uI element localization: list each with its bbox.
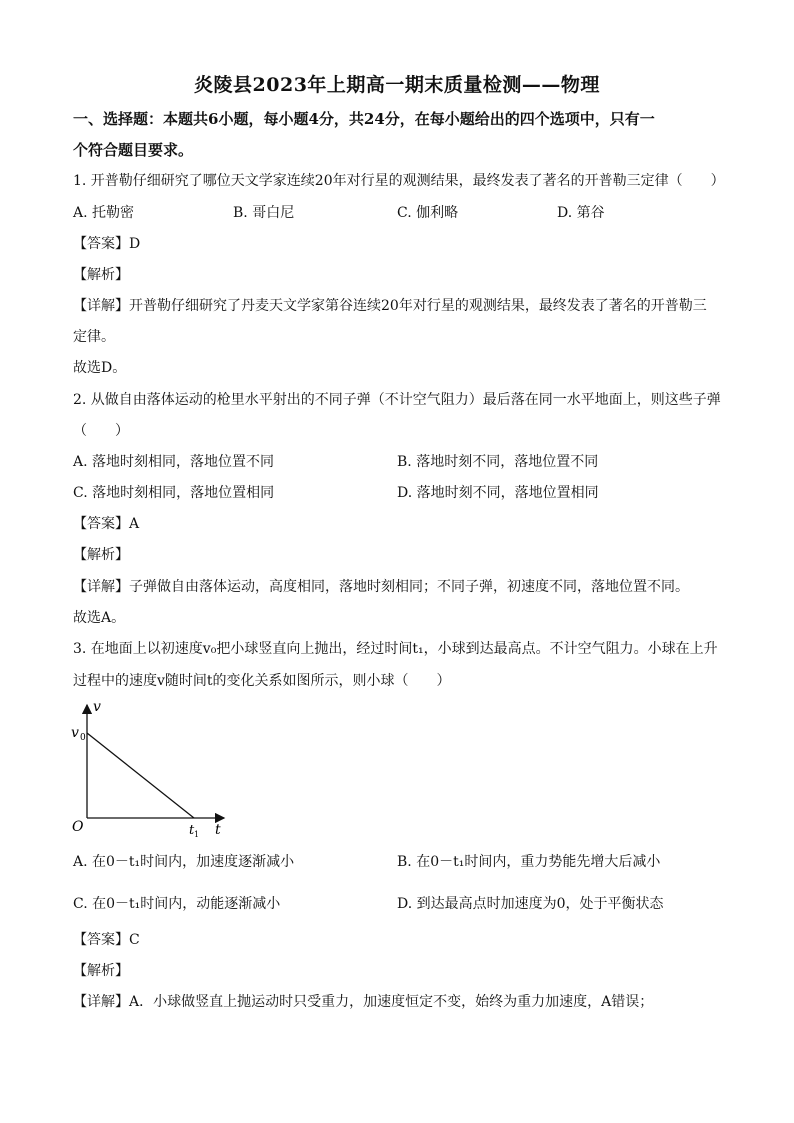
v0-subscript: 0 xyxy=(80,733,86,743)
velocity-time-graph xyxy=(66,697,236,842)
q3-answer: 【答案】C xyxy=(73,932,140,948)
y-axis-label: v xyxy=(93,699,101,715)
q1-answer: 【答案】D xyxy=(73,236,141,252)
q1-analysis: 【解析】 xyxy=(73,267,129,283)
t1-subscript: 1 xyxy=(194,830,200,839)
q1-choose: 故选D。 xyxy=(73,360,127,376)
q1-option-a: A. 托勒密 xyxy=(73,205,135,221)
velocity-line xyxy=(87,733,194,818)
x-axis-label: t xyxy=(215,822,221,838)
q3-option-c: C. 在0－t₁时间内，动能逐渐减小 xyxy=(73,896,281,912)
q2-detail: 【详解】子弹做自由落体运动，高度相同，落地时刻相同；不同子弹，初速度不同，落地位置不同。 xyxy=(73,579,689,595)
q2-answer: 【答案】A xyxy=(73,516,140,532)
q3-stem-line1: 3. 在地面上以初速度v₀把小球竖直向上抛出，经过时间t₁，小球到达最高点。不计空气阻力。小球在上升 xyxy=(73,641,718,657)
q2-stem-line1: 2. 从做自由落体运动的枪里水平射出的不同子弹（不计空气阻力）最后落在同一水平地面上，则这些子弹 xyxy=(73,392,721,408)
q3-analysis: 【解析】 xyxy=(73,963,129,979)
q3-option-d: D. 到达最高点时加速度为0，处于平衡状态 xyxy=(397,896,664,912)
q2-option-c: C. 落地时刻相同，落地位置相同 xyxy=(73,485,275,501)
q3-stem-line2: 过程中的速度v随时间t的变化关系如图所示，则小球（ ） xyxy=(73,673,451,689)
q2-stem-line2: （ ） xyxy=(73,423,129,439)
q2-choose: 故选A。 xyxy=(73,610,126,626)
q2-analysis: 【解析】 xyxy=(73,547,129,563)
q1-detail-line1: 【详解】开普勒仔细研究了丹麦天文学家第谷连续20年对行星的观测结果，最终发表了著名的开普勒三 xyxy=(73,298,707,314)
q3-detail: 【详解】A．小球做竖直上抛运动时只受重力，加速度恒定不变，始终为重力加速度，A错误； xyxy=(73,994,654,1010)
section-heading-line1: 一、选择题：本题共6小题，每小题4分，共24分，在每小题给出的四个选项中，只有一 xyxy=(73,110,655,128)
q3-option-b: B. 在0－t₁时间内，重力势能先增大后减小 xyxy=(397,854,661,870)
q2-option-b: B. 落地时刻不同，落地位置不同 xyxy=(397,454,599,470)
page-title: 炎陵县2023年上期高一期末质量检测——物理 xyxy=(194,74,600,96)
q2-option-d: D. 落地时刻不同，落地位置相同 xyxy=(397,485,599,501)
t1-label: t xyxy=(189,823,195,838)
q1-stem: 1. 开普勒仔细研究了哪位天文学家连续20年对行星的观测结果，最终发表了著名的开普勒三定律（ ） xyxy=(73,173,725,189)
q2-option-a: A. 落地时刻相同，落地位置不同 xyxy=(73,454,275,470)
q1-detail-line2: 定律。 xyxy=(73,329,115,345)
q3-option-a: A. 在0－t₁时间内，加速度逐渐减小 xyxy=(73,854,295,870)
q1-option-c: C. 伽利略 xyxy=(397,205,459,221)
section-heading-line2: 个符合题目要求。 xyxy=(73,141,194,159)
q1-option-d: D. 第谷 xyxy=(557,205,605,221)
origin-label: O xyxy=(72,819,84,835)
q1-option-b: B. 哥白尼 xyxy=(233,205,295,221)
v0-label: v xyxy=(71,725,79,741)
